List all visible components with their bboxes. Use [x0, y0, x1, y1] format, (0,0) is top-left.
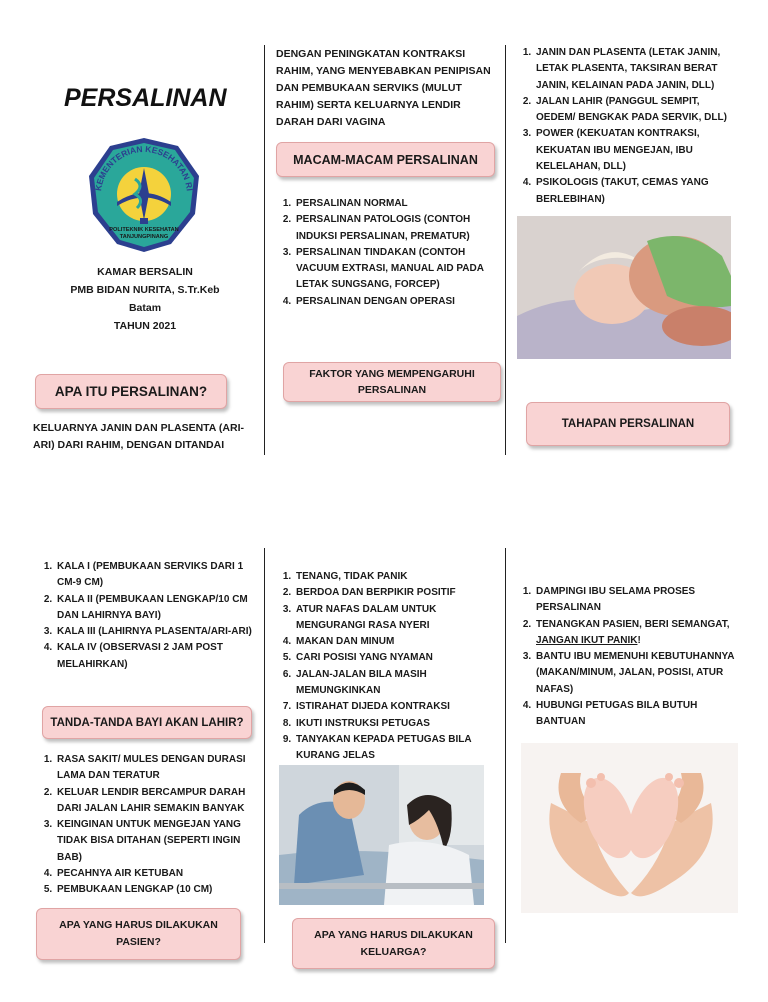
info-line-4: TAHUN 2021: [113, 320, 177, 332]
list-item: 4. KALA IV (OBSERVASI 2 JAM POST MELAHIRKAN): [55, 640, 258, 673]
heading-tanda-bayi-lahir: [42, 706, 252, 739]
list-item: 3. ATUR NAFAS DALAM UNTUK MENGURANGI RASA NYERI: [294, 602, 498, 635]
list-item: 2. KALA II (PEMBUKAAN LENGKAP/10 CM DAN LAHIRNYA BAYI): [55, 592, 258, 625]
heading-text: APA YANG HARUS DILAKUKAN PASIEN?: [59, 919, 218, 948]
heading-text: TAHAPAN PERSALINAN: [561, 418, 695, 430]
list-item: 1. DAMPINGI IBU SELAMA PROSES PERSALINAN: [534, 584, 740, 617]
list-item: 1. JANIN DAN PLASENTA (LETAK JANIN, LETAK PLASENTA, TAKSIRAN BERAT JANIN, KELAINAN PADA JANIN, DLL): [534, 45, 738, 94]
heading-apa-dilakukan-keluarga: [292, 918, 495, 969]
list-item: 2. JALAN LAHIR (PANGGUL SEMPIT, OEDEM/ BENGKAK PADA SERVIK, DLL): [534, 94, 738, 127]
pasien-actions-list: [272, 569, 498, 765]
macam-persalinan-list: [272, 196, 497, 310]
item-suffix: !: [637, 634, 641, 646]
list-item: 1. TENANG, TIDAK PANIK: [294, 569, 498, 585]
definition-text: KELUARNYA JANIN DAN PLASENTA (ARI-ARI) DARI RAHIM, DENGAN DITANDAI: [33, 422, 244, 451]
list-item: 4. PERSALINAN DENGAN OPERASI: [294, 294, 497, 310]
divider-top-1: [264, 45, 265, 455]
list-item: 7. ISTIRAHAT DIJEDA KONTRAKSI: [294, 699, 498, 715]
list-item: 8. IKUTI INSTRUKSI PETUGAS: [294, 716, 498, 732]
heading-text: APA YANG HARUS DILAKUKAN KELUARGA?: [314, 928, 473, 958]
divider-top-2: [505, 45, 506, 455]
list-item: 4. PECAHNYA AIR KETUBAN: [55, 866, 258, 882]
info-line-2: PMB BIDAN NURITA, S.Tr.Keb: [70, 284, 220, 296]
info-line-1: KAMAR BERSALIN: [97, 266, 193, 278]
list-item: 4. MAKAN DAN MINUM: [294, 634, 498, 650]
logo: [83, 134, 205, 256]
faktor-list: [512, 45, 738, 208]
heading-apa-itu-persalinan: [35, 374, 227, 409]
heading-text: TANDA-TANDA BAYI AKAN LAHIR?: [50, 716, 244, 729]
list-item: 2. PERSALINAN PATOLOGIS (CONTOH INDUKSI PERSALINAN, PREMATUR): [294, 212, 497, 245]
labor-support-photo: [279, 765, 484, 905]
info-line-3: Batam: [128, 302, 162, 314]
newborn-baby-photo: [517, 216, 731, 359]
heading-text: APA ITU PERSALINAN?: [54, 384, 208, 399]
item-text: TENANGKAN PASIEN, BERI SEMANGAT,: [536, 618, 730, 630]
list-item: 1. KALA I (PEMBUKAAN SERVIKS DARI 1 CM-9 CM): [55, 559, 258, 592]
keluarga-actions-list: [512, 584, 740, 731]
list-item: 1. RASA SAKIT/ MULES DENGAN DURASI LAMA DAN TERATUR: [55, 752, 258, 785]
tanda-list: [33, 752, 258, 899]
logo-ring-text: KEMENTERIAN KESEHATAN RI: [93, 143, 195, 192]
list-item: 2. KELUAR LENDIR BERCAMPUR DARAH DARI JALAN LAHIR SEMAKIN BANYAK: [55, 785, 258, 818]
list-item: 3. PERSALINAN TINDAKAN (CONTOH VACUUM EXTRASI, MANUAL AID PADA LETAK SUNGSANG, FORCEP): [294, 245, 497, 294]
list-item: 1. PERSALINAN NORMAL: [294, 196, 497, 212]
tahapan-list: [33, 559, 258, 673]
heading-text: MACAM-MACAM PERSALINAN: [293, 152, 478, 167]
heading-text: FAKTOR YANG MEMPENGARUHI PERSALINAN: [309, 368, 475, 396]
heading-tahapan-persalinan: [526, 402, 730, 446]
list-item: 4. HUBUNGI PETUGAS BILA BUTUH BANTUAN: [534, 698, 740, 731]
list-item: [534, 617, 740, 650]
heading-apa-dilakukan-pasien: [36, 908, 241, 960]
logo-line1: POLITEKNIK KESEHATAN: [109, 227, 179, 233]
list-item: 3. BANTU IBU MEMENUHI KEBUTUHANNYA (MAKAN/MINUM, JALAN, POSISI, ATUR NAFAS): [534, 649, 740, 698]
divider-bottom-1: [264, 548, 265, 943]
list-item: 3. KEINGINAN UNTUK MENGEJAN YANG TIDAK BISA DITAHAN (SEPERTI INGIN BAB): [55, 817, 258, 866]
logo-line2: TANJUNGPINANG: [119, 234, 169, 240]
organization-info: [40, 263, 250, 335]
baby-feet-heart-hands-photo: [521, 743, 738, 913]
list-item: 3. KALA III (LAHIRNYA PLASENTA/ARI-ARI): [55, 624, 258, 640]
list-item: 3. POWER (KEKUATAN KONTRAKSI, KEKUATAN IBU MENGEJAN, IBU KELELAHAN, DLL): [534, 126, 738, 175]
list-item: 5. PEMBUKAAN LENGKAP (10 CM): [55, 882, 258, 898]
divider-bottom-2: [505, 548, 506, 943]
list-item: 5. CARI POSISI YANG NYAMAN: [294, 650, 498, 666]
underlined-text: JANGAN IKUT PANIK: [536, 634, 638, 646]
heading-macam-persalinan: [276, 142, 495, 177]
heading-faktor: [283, 362, 501, 402]
intro-text: DENGAN PENINGKATAN KONTRAKSI RAHIM, YANG MENYEBABKAN PENIPISAN DAN PEMBUKAAN SERVIKS (MULUT RAHIM) SERTA KELUARNYA LENDIR DARAH DARI VAGINA: [276, 48, 491, 128]
list-item: 6. JALAN-JALAN BILA MASIH MEMUNGKINKAN: [294, 667, 498, 700]
list-item: 2. BERDOA DAN BERPIKIR POSITIF: [294, 585, 498, 601]
page-title: PERSALINAN: [64, 84, 227, 112]
list-item: 4. PSIKOLOGIS (TAKUT, CEMAS YANG BERLEBIHAN): [534, 175, 738, 208]
list-item: 9. TANYAKAN KEPADA PETUGAS BILA KURANG JELAS: [294, 732, 498, 765]
